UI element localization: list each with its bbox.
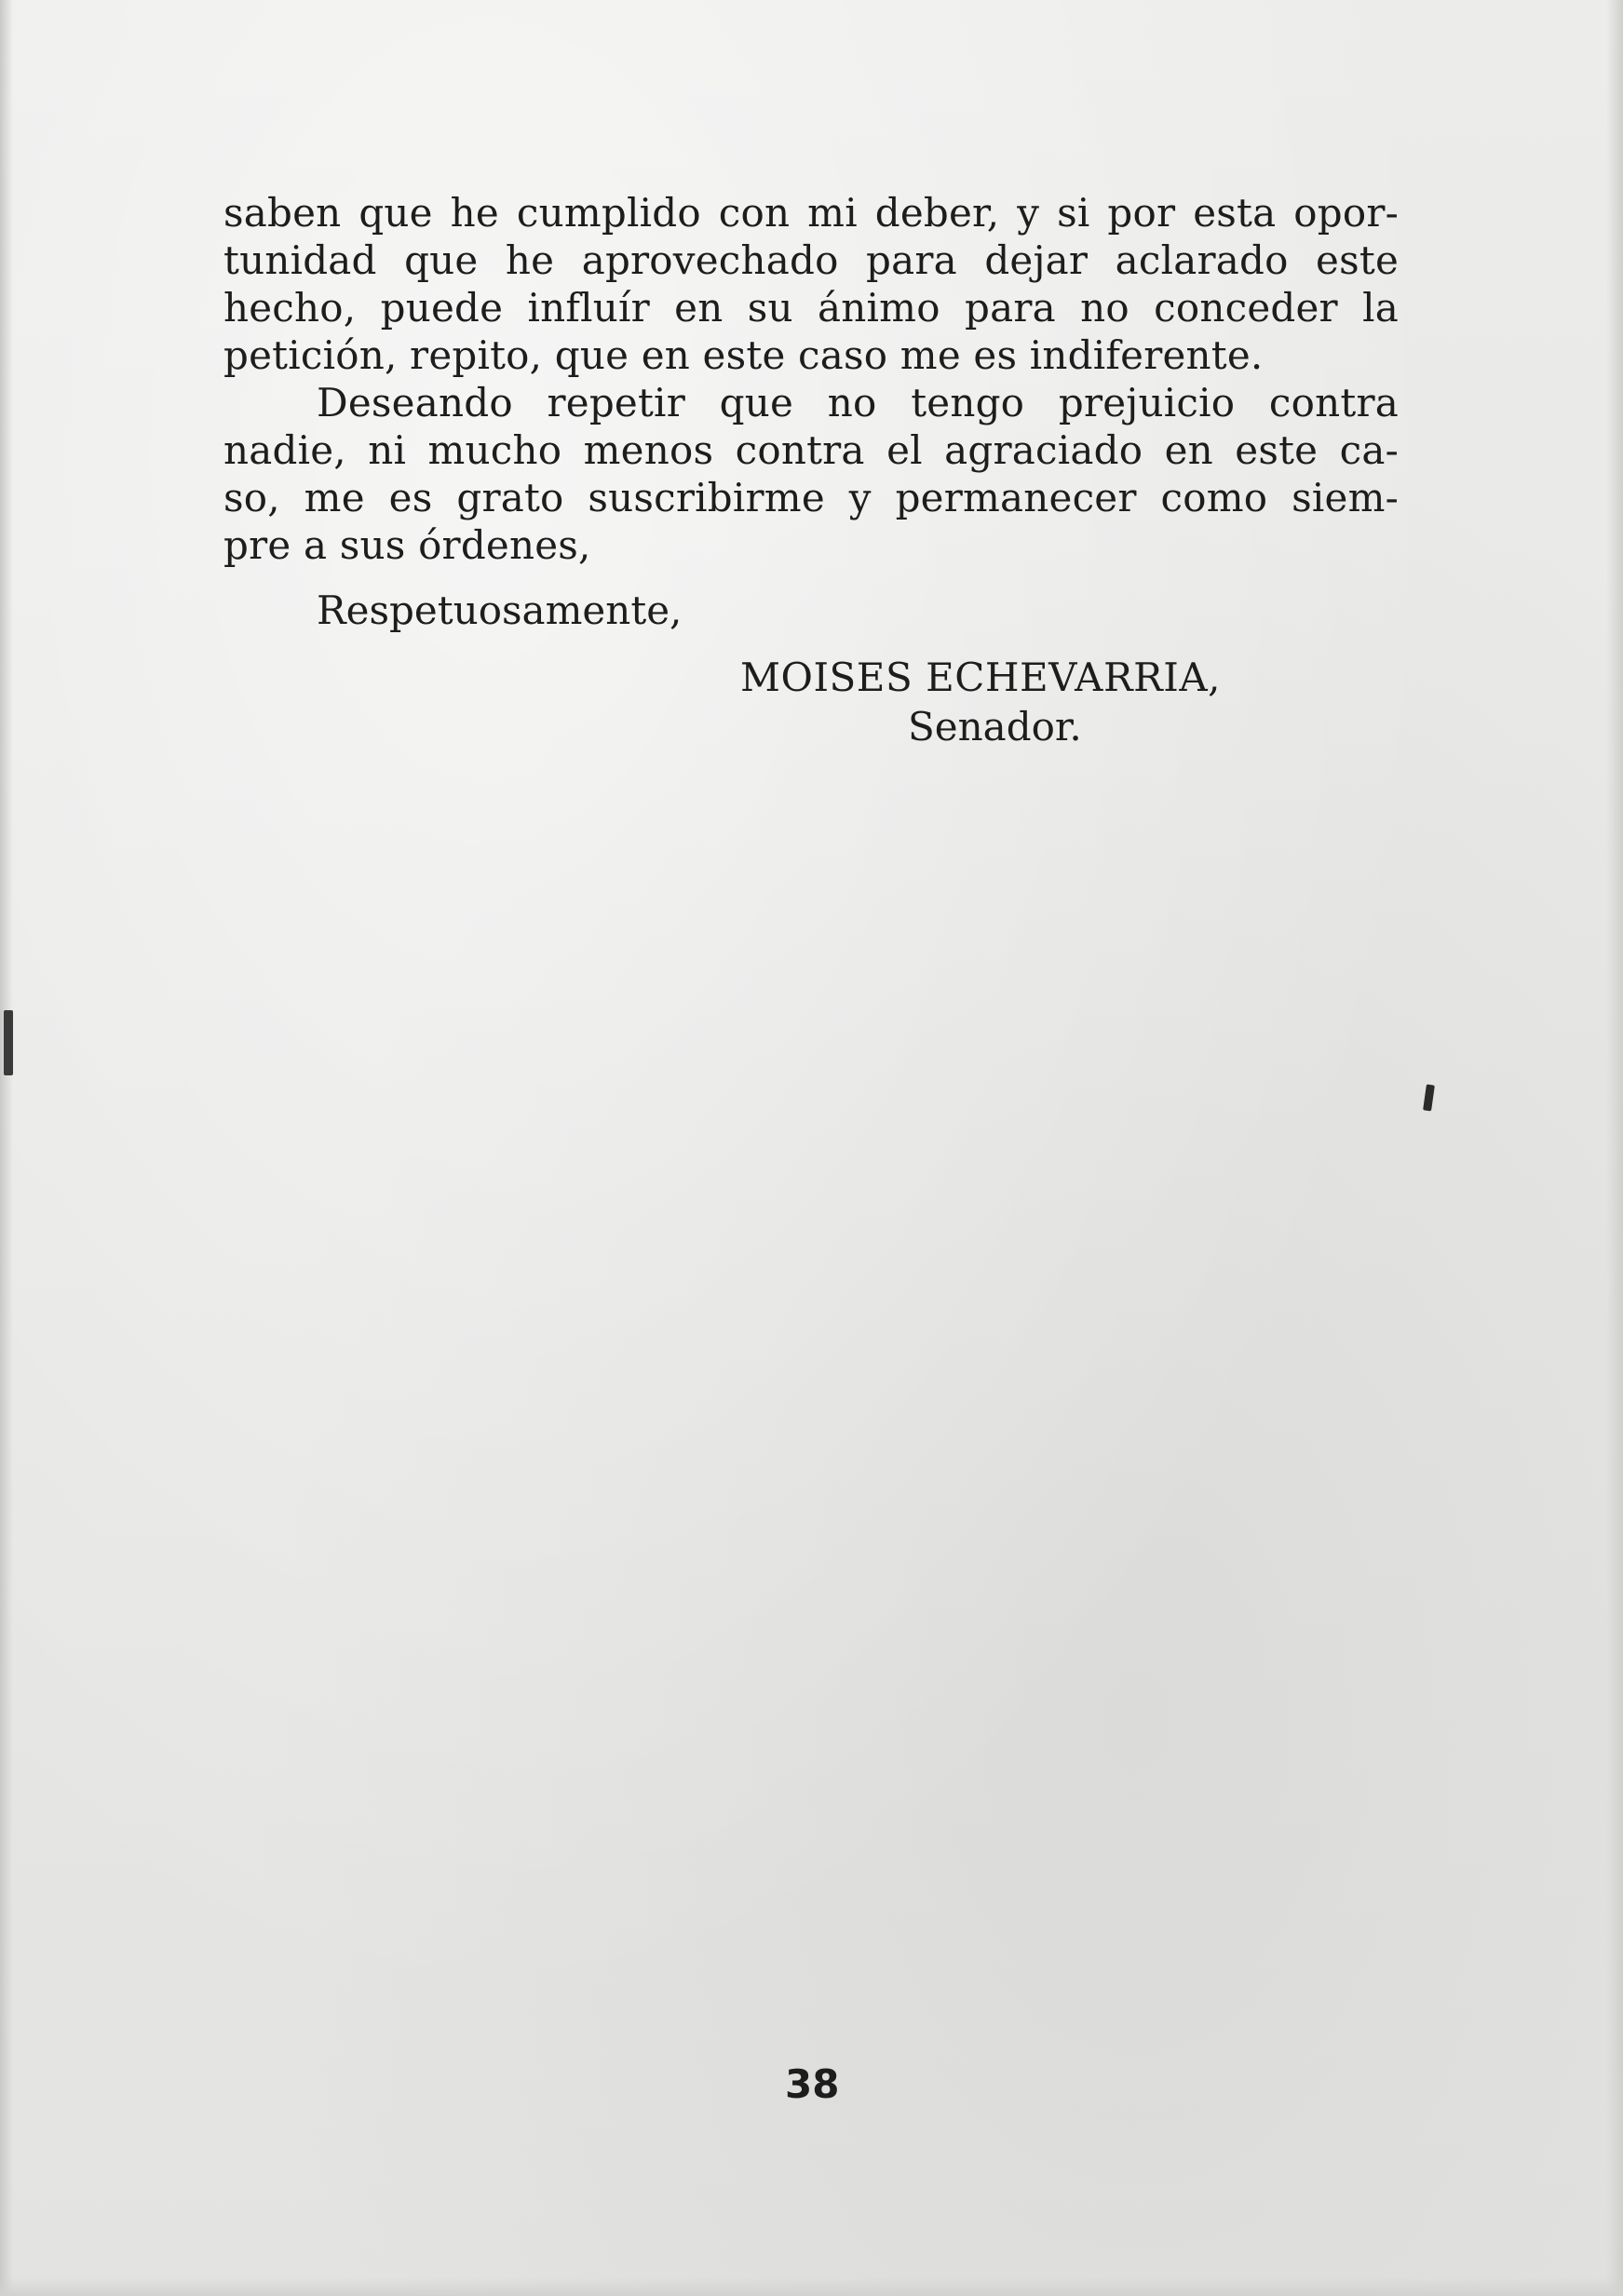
page-edge-left: [0, 0, 13, 2296]
text-line: pre a sus órdenes,: [223, 522, 591, 568]
binding-mark: [4, 1010, 13, 1075]
text-line: nadie, ni mucho menos contra el agraciado en este ca-: [223, 427, 1399, 473]
page-edge-bottom: [0, 2277, 1623, 2296]
paragraph-2: [223, 379, 1399, 569]
signature-title: Senador.: [908, 704, 1082, 750]
closing-salutation: Respetuosamente,: [317, 588, 683, 633]
letter-body: [223, 189, 1399, 569]
paragraph-1: [223, 189, 1399, 379]
ink-mark: [1423, 1085, 1435, 1112]
text-line: hecho, puede influír en su ánimo para no conceder la: [223, 285, 1399, 331]
signature-name: MOISES ECHEVARRIA,: [740, 655, 1221, 700]
page-number: 38: [785, 2061, 840, 2107]
text-line: Deseando repetir que no tengo prejuicio contra: [317, 380, 1399, 425]
text-line: petición, repito, que en este caso me es indiferente.: [223, 332, 1264, 378]
page-edge-right: [1606, 0, 1623, 2296]
text-line: tunidad que he aprovechado para dejar aclarado este: [223, 237, 1399, 283]
text-line: so, me es grato suscribirme y permanecer como siem-: [223, 475, 1399, 520]
text-line: saben que he cumplido con mi deber, y si por esta opor-: [223, 190, 1399, 236]
